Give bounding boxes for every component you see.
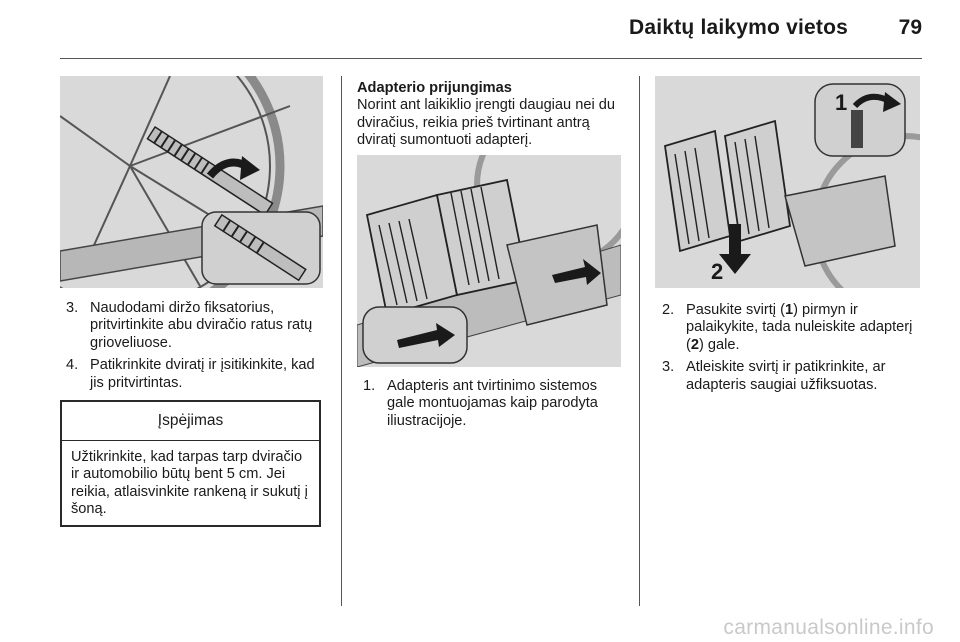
warning-box [60, 400, 321, 527]
header-divider [60, 58, 922, 59]
step-item: 3. Atleiskite svirtį ir patikrinkite, ar adapteris saugiai užfiksuotas. [662, 359, 886, 393]
step-item: 2. Pasukite svirtį (1) pirmyn ir palaikykite, tada nuleiskite adapterį (2) gale. [662, 302, 913, 353]
adapter-lever-illustration [655, 76, 920, 288]
page-title: Daiktų laikymo vietos [629, 16, 848, 39]
warning-title: Įspėjimas [62, 402, 319, 441]
column-divider-left [341, 76, 342, 606]
warning-body: Užtikrinkite, kad tarpas tarp dviračio ir automobilio būtų bent 5 cm. Jei reikia, atlaisvinkite rankeną ir sukutį į šoną. [71, 449, 308, 518]
site-watermark: carmanualsonline.info [723, 616, 934, 639]
column-divider-right [639, 76, 640, 606]
step-item: 4. Patikrinkite dviratį ir įsitikinkite, kad jis pritvirtintas. [66, 357, 315, 391]
step-item: 1. Adapteris ant tvirtinimo sistemos gale montuojamas kaip parodyta iliustracijoje. [363, 378, 598, 429]
step-item: 3. Naudodami diržo fiksatorius, pritvirtinkite abu dviračio ratus ratų grioveliuose. [66, 300, 313, 351]
column2-steps [363, 378, 625, 435]
adapter-mounting-illustration [357, 155, 621, 367]
column3-steps [662, 302, 924, 399]
section-intro: Norint ant laikiklio įrengti daugiau nei du dviračius, reikia prieš tvirtinant antrą dviratį sumontuoti adapterį. [357, 97, 615, 149]
callout-2-label: 2 [711, 259, 724, 284]
wheel-strap-illustration [60, 76, 323, 288]
callout-1-label: 1 [835, 90, 848, 115]
page-number: 79 [898, 16, 922, 39]
column1-steps [66, 300, 326, 397]
section-heading: Adapterio prijungimas [357, 80, 512, 96]
adapter-intro [357, 80, 627, 150]
